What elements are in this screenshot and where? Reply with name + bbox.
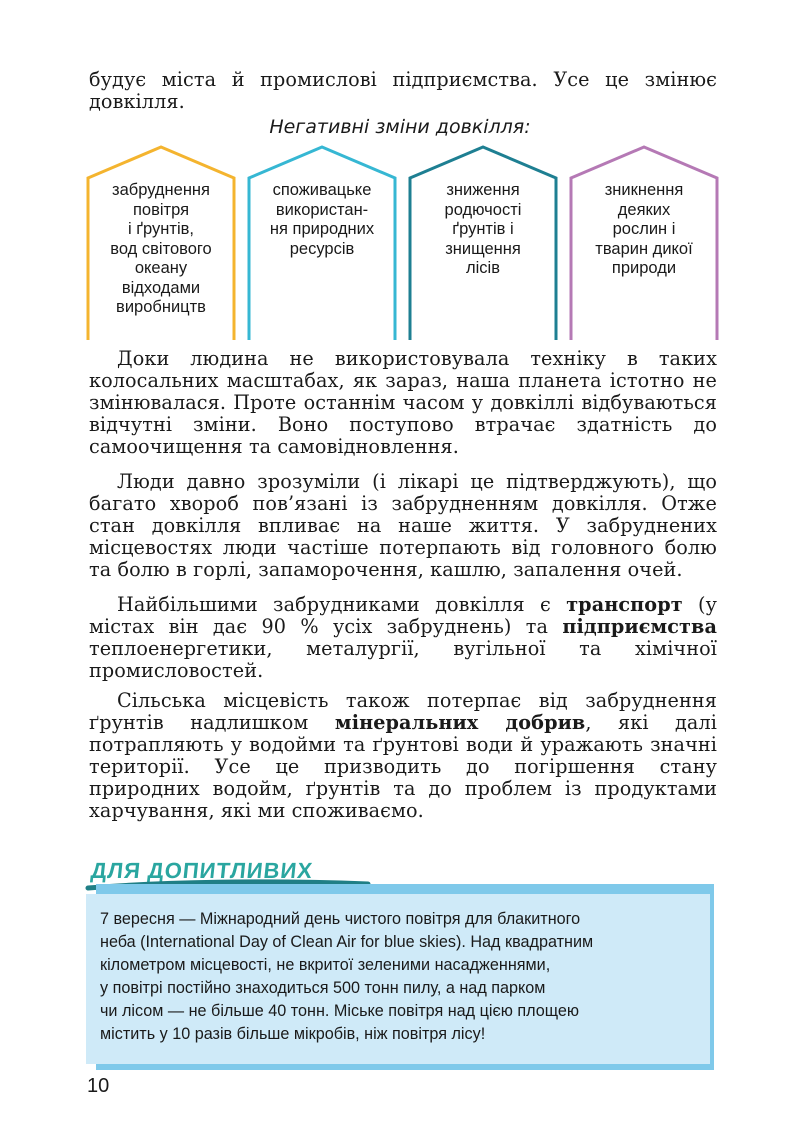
info-line-1: 7 вересня — Міжнародний день чистого повітря для блакитного	[100, 910, 581, 928]
info-line-5: чи лісом — не більше 40 тонн. Міське повітря над цією площею	[100, 1002, 580, 1020]
term-enterprises: підприємства	[562, 615, 718, 638]
diagram-box-extinction	[569, 144, 719, 340]
diagram-box-text: споживацьке використан- ня природних ресурсів	[269, 181, 375, 258]
intro-paragraph	[89, 69, 717, 113]
info-line-6: містить у 10 разів більше мікробів, ніж повітря лісу!	[100, 1025, 486, 1043]
diagram-box-text: забруднення повітря і ґрунтів, вод світового океану відходами виробництв	[110, 181, 212, 316]
diagram-box-pollution	[86, 144, 236, 340]
diagram-box-text: зникнення деяких рослин і тварин дикої природи	[595, 181, 693, 277]
intro-line-1: будує міста й промислові підприємства. Усе це змінює	[89, 68, 717, 91]
intro-line-2: довкілля.	[89, 90, 185, 113]
page-number: 10	[87, 1075, 110, 1097]
curious-section-title: ДЛЯ ДОПИТЛИВИХ	[89, 858, 315, 883]
curious-info-box	[86, 894, 710, 1064]
paragraph-1: Доки людина не використовувала техніку в таких колосальних масштабах, як зараз, наша планета істотно не змінювалася. Проте останнім часом у довкіллі відбуваються відчутні зміни. Воно поступово втрачає здатність до самоочищення та самовідновлення.	[89, 347, 717, 458]
diagram-box-text: зниження родючості ґрунтів і знищення лісів	[444, 181, 522, 277]
paragraph-2: Люди давно зрозуміли (і лікарі це підтверджують), що багато хвороб пов’язані із забрудненням довкілля. Отже стан довкілля впливає на наше життя. У забруднених місцевостях люди частіше потерпають від головного болю та болю в горлі, запаморочення, кашлю, запалення очей.	[89, 470, 717, 581]
info-line-4: у повітрі постійно знаходиться 500 тонн пилу, а над парком	[100, 979, 546, 997]
diagram-caption: Негативні зміни довкілля:	[269, 116, 531, 138]
term-fertilizers: мінеральних добрив	[334, 711, 586, 734]
paragraph-4: Сільська місцевість також потерпає від забруднення ґрунтів надлишком мінеральних добрив, які далі потрапляють у водойми та ґрунтові води й уражають значні території. Усе це призводить до погіршення стану природних водойм, ґрунтів та до проблем із продуктами харчування, які ми споживаємо.	[89, 689, 717, 822]
term-transport: транспорт	[566, 593, 683, 616]
diagram-box-consumption	[247, 144, 397, 340]
diagram-box-soil	[408, 144, 558, 340]
negative-changes-diagram	[0, 144, 800, 344]
paragraph-3: Найбільшими забрудниками довкілля є транспорт (у містах він дає 90 % усіх забруднень) та підприємства теплоенергетики, металургії, вугільної та хімічної промисловостей.	[89, 593, 718, 682]
info-line-2: неба (International Day of Clean Air for blue skies). Над квадратним	[100, 933, 594, 951]
info-line-3: кілометром місцевості, не вкритої зеленими насадженнями,	[100, 956, 551, 974]
